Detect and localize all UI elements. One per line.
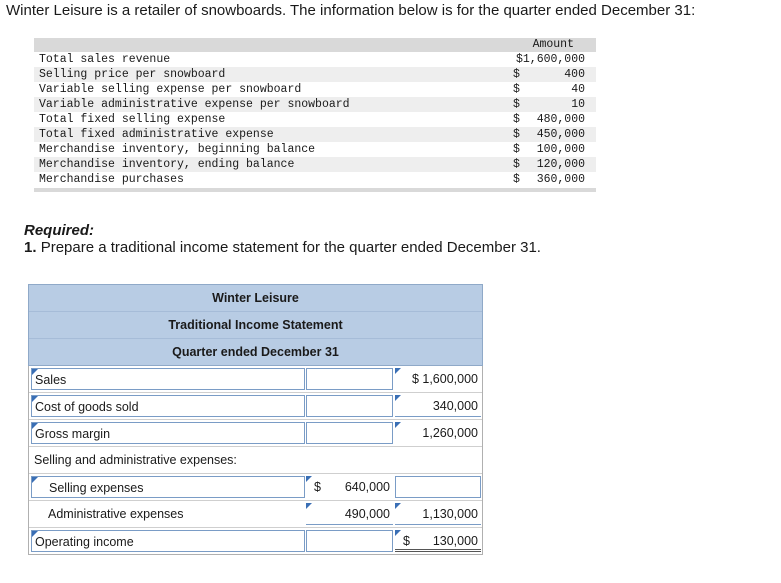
- statement-title: Traditional Income Statement: [29, 312, 482, 339]
- intro-text: Winter Leisure is a retailer of snowboards. The information below is for the quarter ended December 31:: [6, 2, 696, 19]
- given-header: Amount: [34, 38, 596, 52]
- admin-label[interactable]: Administrative expenses: [48, 507, 184, 521]
- sales-value-input[interactable]: $ 1,600,000: [395, 368, 481, 390]
- sga-label: Selling and administrative expenses:: [34, 453, 237, 467]
- gross-label-select[interactable]: Gross margin: [31, 422, 305, 444]
- given-row: Merchandise inventory, ending balance $ 120,000: [34, 157, 596, 172]
- required-heading: Required:: [24, 222, 95, 239]
- cogs-mid-input[interactable]: [306, 395, 393, 417]
- cogs-value-input[interactable]: 340,000: [395, 395, 481, 417]
- row-admin-expenses: [29, 501, 482, 528]
- gross-value-input[interactable]: 1,260,000: [395, 422, 481, 444]
- given-data-table: [34, 38, 596, 192]
- selling-label-select[interactable]: Selling expenses: [31, 476, 305, 498]
- total-expenses-input[interactable]: 1,130,000: [395, 503, 481, 525]
- row-cogs: [29, 393, 482, 420]
- given-row: Total sales revenue $1,600,000: [39, 53, 585, 66]
- sales-label-select[interactable]: Sales: [31, 368, 305, 390]
- selling-right-input[interactable]: [395, 476, 481, 498]
- statement-header: [28, 284, 483, 366]
- given-row: Total fixed administrative expense $ 450,000: [34, 127, 596, 142]
- given-row: Total fixed selling expense $ 480,000: [39, 113, 585, 126]
- sales-mid-input[interactable]: [306, 368, 393, 390]
- cogs-label-select[interactable]: Cost of goods sold: [31, 395, 305, 417]
- given-row: Variable selling expense per snowboard $ 40: [39, 83, 585, 96]
- op-value-input[interactable]: $ 130,000: [395, 530, 481, 552]
- given-row: Variable administrative expense per snowboard $ 10: [34, 97, 596, 112]
- given-row: Merchandise inventory, beginning balance $ 100,000: [39, 143, 585, 156]
- given-row: Merchandise purchases $ 360,000: [39, 173, 585, 186]
- statement-period: Quarter ended December 31: [172, 345, 339, 359]
- row-sga-heading: [29, 447, 482, 474]
- op-label-select[interactable]: Operating income: [31, 530, 305, 552]
- row-operating-income: [29, 528, 482, 554]
- selling-value-input[interactable]: $ 640,000: [306, 476, 393, 498]
- given-row: Selling price per snowboard $ 400: [34, 67, 596, 82]
- instruction-text: 1. Prepare a traditional income statement for the quarter ended December 31.: [24, 239, 541, 256]
- gross-mid-input[interactable]: [306, 422, 393, 444]
- row-selling-expenses: [29, 474, 482, 501]
- given-footer-bar: [34, 188, 596, 192]
- row-gross-margin: [29, 420, 482, 447]
- op-mid-input[interactable]: [306, 530, 393, 552]
- row-sales: [29, 366, 482, 393]
- admin-value-input[interactable]: 490,000: [306, 503, 393, 525]
- company-name: Winter Leisure: [29, 285, 482, 312]
- income-statement: [28, 284, 483, 555]
